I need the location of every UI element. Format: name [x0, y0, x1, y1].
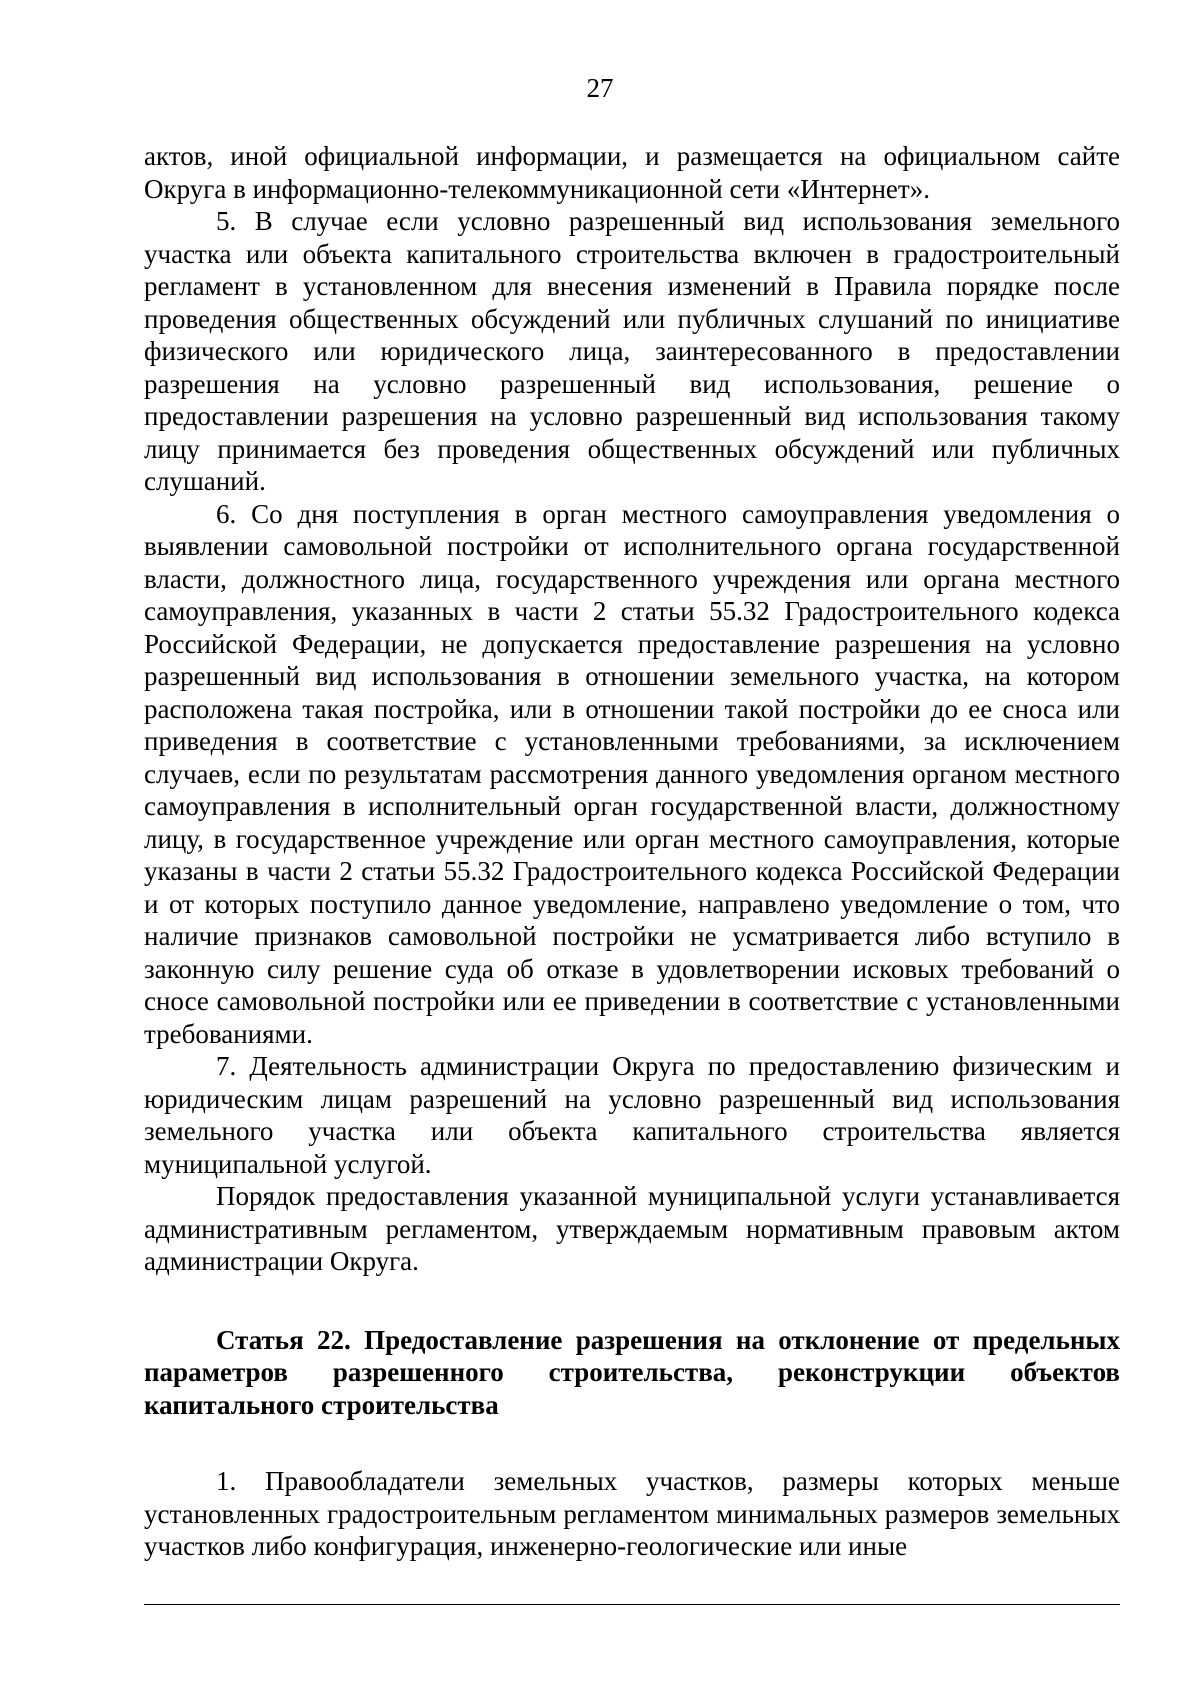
- article-heading: Статья 22. Предоставление разрешения на отклонение от предельных параметров разрешенного строительства, реконструкции объектов капитального строительства: [144, 1324, 1120, 1420]
- page-number: 27: [586, 73, 614, 103]
- paragraph-continuation: актов, иной официальной информации, и размещается на официальном сайте Округа в информационно-телекоммуникационной сети «Интернет».: [144, 141, 1120, 204]
- paragraph-item-6: 6. Со дня поступления в орган местного самоуправления уведомления о выявлении самовольной постройки от исполнительного органа государственной власти, должностного лица, государственного учреждения или органа местного самоуправления, указанных в части 2 статьи 55.32 Градостроительного кодекса Российской Федерации, не допускается предоставление разрешения на условно разрешенный вид использования в отношении земельного участка, на котором расположена такая постройка, или в отношении такой постройки до ее сноса или приведения в соответствие с установленными требованиями, за исключением случаев, если по результатам рассмотрения данного уведомления органом местного самоуправления в исполнительный орган государственной власти, должностному лицу, в государственное учреждение или орган местного самоуправления, которые указаны в части 2 статьи 55.32 Градостроительного кодекса Российской Федерации и от которых поступило данное уведомление, направлено уведомление о том, что наличие признаков самовольной постройки не усматривается либо вступило в законную силу решение суда об отказе в удовлетворении исковых требований о сносе самовольной постройки или ее приведении в соответствие с установленными требованиями.: [144, 498, 1120, 1049]
- footer-divider: [144, 1604, 1120, 1605]
- document-body: [144, 140, 1120, 1563]
- paragraph-item-5: 5. В случае если условно разрешенный вид использования земельного участка или объекта капитального строительства включен в градостроительный регламент в установленном для внесения изменений в Правила порядке после проведения общественных обсуждений или публичных слушаний по инициативе физического или юридического лица, заинтересованного в предоставлении разрешения на условно разрешенный вид использования, решение о предоставлении разрешения на условно разрешенный вид использования такому лицу принимается без проведения общественных обсуждений или публичных слушаний.: [144, 206, 1120, 496]
- article-paragraph-1: 1. Правообладатели земельных участков, размеры которых меньше установленных градостроительным регламентом минимальных размеров земельных участков либо конфигурация, инженерно-геологические или иные: [144, 1466, 1120, 1561]
- paragraph-procedure: Порядок предоставления указанной муниципальной услуги устанавливается административным регламентом, утверждаемым нормативным правовым актом администрации Округа.: [144, 1181, 1120, 1276]
- paragraph-item-7: 7. Деятельность администрации Округа по предоставлению физическим и юридическим лицам разрешений на условно разрешенный вид использования земельного участка или объекта капитального строительства является муниципальной услугой.: [144, 1051, 1120, 1179]
